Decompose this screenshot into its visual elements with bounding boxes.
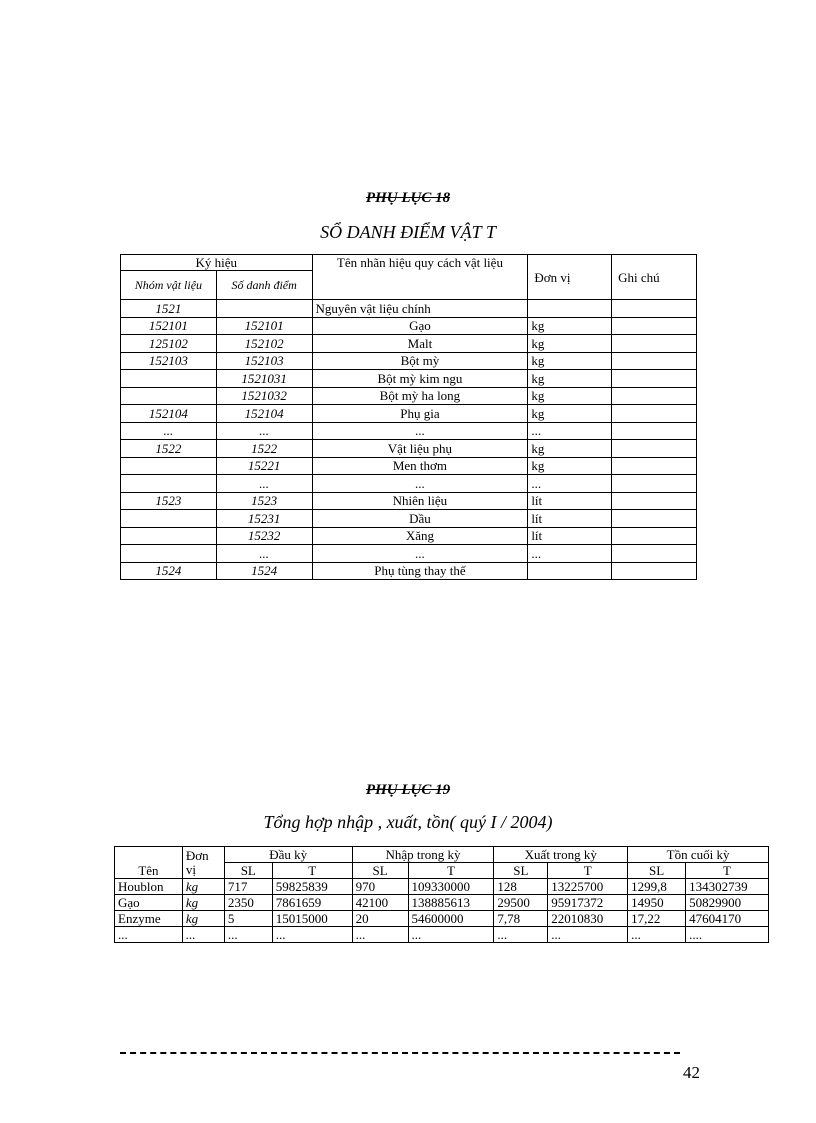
value-cell: ... [408, 927, 494, 943]
table-row [121, 352, 697, 370]
unit-cell: lít [528, 492, 612, 510]
name-cell: Gạo [312, 317, 528, 335]
name-cell: Phụ gia [312, 405, 528, 423]
note-cell [612, 370, 697, 388]
note-cell [612, 527, 697, 545]
code-cell: 15232 [216, 527, 312, 545]
value-cell: .... [686, 927, 769, 943]
unit-cell: ... [528, 545, 612, 563]
name-cell: ... [312, 422, 528, 440]
value-cell: ... [628, 927, 686, 943]
unit-cell: kg [528, 317, 612, 335]
header-closing-value: T [686, 863, 769, 879]
note-cell [612, 335, 697, 353]
value-cell: 7,78 [494, 911, 548, 927]
table-row [121, 317, 697, 335]
value-cell: ... [272, 927, 352, 943]
value-cell: 13225700 [548, 879, 628, 895]
unit-cell: kg [528, 440, 612, 458]
name-cell: Xăng [312, 527, 528, 545]
header-exports-qty: SL [494, 863, 548, 879]
group-cell: ... [121, 422, 217, 440]
value-cell: 128 [494, 879, 548, 895]
unit-cell: kg [528, 405, 612, 423]
group-cell: 152103 [121, 352, 217, 370]
group-cell: 152104 [121, 405, 217, 423]
value-cell: 109330000 [408, 879, 494, 895]
appendix-19-title: Tổng hợp nhập , xuất, tồn( quý I / 2004) [263, 812, 553, 832]
table-row [121, 527, 697, 545]
group-cell: 125102 [121, 335, 217, 353]
name-cell: Dầu [312, 510, 528, 528]
note-cell [612, 387, 697, 405]
value-cell: 95917372 [548, 895, 628, 911]
item-unit-cell: ... [182, 927, 224, 943]
unit-cell: kg [528, 352, 612, 370]
note-cell [612, 492, 697, 510]
note-cell [612, 317, 697, 335]
value-cell: 15015000 [272, 911, 352, 927]
value-cell: ... [224, 927, 272, 943]
note-cell [612, 457, 697, 475]
table-row [115, 911, 769, 927]
unit-cell: kg [528, 387, 612, 405]
value-cell: 54600000 [408, 911, 494, 927]
item-name-cell: Houblon [115, 879, 183, 895]
item-unit-cell: kg [182, 911, 224, 927]
value-cell: 22010830 [548, 911, 628, 927]
note-cell [612, 475, 697, 493]
table-row [121, 562, 697, 580]
name-cell: ... [312, 545, 528, 563]
value-cell: 50829900 [686, 895, 769, 911]
code-cell: 15221 [216, 457, 312, 475]
appendix-18-label: PHỤ LỤC 18 [365, 190, 451, 206]
material-code-rows [121, 300, 697, 580]
value-cell: 134302739 [686, 879, 769, 895]
value-cell: 14950 [628, 895, 686, 911]
group-cell: 1523 [121, 492, 217, 510]
note-cell [612, 562, 697, 580]
unit-cell: ... [528, 475, 612, 493]
name-cell: Phụ tùng thay thế [312, 562, 528, 580]
header-opening-qty: SL [224, 863, 272, 879]
header-group: Nhóm vật liệu [121, 271, 217, 300]
inventory-summary-table [114, 846, 769, 943]
value-cell: 717 [224, 879, 272, 895]
item-unit-cell: kg [182, 879, 224, 895]
value-cell: ... [548, 927, 628, 943]
header-imports: Nhập trong kỳ [352, 847, 494, 863]
group-cell [121, 387, 217, 405]
value-cell: ... [352, 927, 408, 943]
value-cell: 970 [352, 879, 408, 895]
note-cell [612, 405, 697, 423]
header-symbol: Ký hiệu [121, 255, 313, 271]
code-cell: 152102 [216, 335, 312, 353]
unit-cell: kg [528, 335, 612, 353]
item-name-cell: ... [115, 927, 183, 943]
unit-cell [528, 300, 612, 318]
code-cell: 152101 [216, 317, 312, 335]
table-row [121, 475, 697, 493]
note-cell [612, 300, 697, 318]
unit-cell: kg [528, 370, 612, 388]
table-row [121, 457, 697, 475]
name-cell: Bột mỳ ha long [312, 387, 528, 405]
header-name: Tên [115, 847, 183, 879]
appendix-18-title: SỔ DANH ĐIỂM VẬT T [320, 222, 496, 242]
table-row [121, 405, 697, 423]
value-cell: 5 [224, 911, 272, 927]
value-cell: 59825839 [272, 879, 352, 895]
unit-cell: kg [528, 457, 612, 475]
code-cell: 1524 [216, 562, 312, 580]
item-unit-cell: kg [182, 895, 224, 911]
note-cell [612, 545, 697, 563]
header-opening-value: T [272, 863, 352, 879]
group-cell: 1522 [121, 440, 217, 458]
code-cell: ... [216, 545, 312, 563]
page-number: 42 [683, 1063, 700, 1082]
table-row [121, 440, 697, 458]
item-name-cell: Gạo [115, 895, 183, 911]
code-cell: 1521031 [216, 370, 312, 388]
footer-divider [120, 1052, 680, 1054]
group-cell [121, 370, 217, 388]
note-cell [612, 510, 697, 528]
table-row [121, 492, 697, 510]
header-code: Số danh điểm [216, 271, 312, 300]
group-cell [121, 475, 217, 493]
value-cell: 7861659 [272, 895, 352, 911]
value-cell: 1299,8 [628, 879, 686, 895]
header-opening: Đầu kỳ [224, 847, 352, 863]
code-cell: 152104 [216, 405, 312, 423]
item-name-cell: Enzyme [115, 911, 183, 927]
header-imports-qty: SL [352, 863, 408, 879]
code-cell: ... [216, 475, 312, 493]
table-row [121, 335, 697, 353]
table-row [115, 879, 769, 895]
value-cell: 47604170 [686, 911, 769, 927]
value-cell: 29500 [494, 895, 548, 911]
table-row [121, 545, 697, 563]
header-exports: Xuất trong kỳ [494, 847, 628, 863]
table-row [121, 510, 697, 528]
header-material-name: Tên nhãn hiệu quy cách vật liệu [312, 255, 528, 300]
group-cell: 1521 [121, 300, 217, 318]
name-cell: Vật liệu phụ [312, 440, 528, 458]
name-cell: Bột mỳ [312, 352, 528, 370]
group-cell [121, 457, 217, 475]
note-cell [612, 352, 697, 370]
value-cell: ... [494, 927, 548, 943]
group-cell [121, 527, 217, 545]
code-cell [216, 300, 312, 318]
unit-cell: ... [528, 422, 612, 440]
header-unit: Đơn vị [528, 255, 612, 300]
unit-cell: lít [528, 510, 612, 528]
header-imports-value: T [408, 863, 494, 879]
code-cell: 1521032 [216, 387, 312, 405]
material-code-table [120, 254, 697, 580]
name-cell: ... [312, 475, 528, 493]
value-cell: 17,22 [628, 911, 686, 927]
header-unit: Đơn vị [182, 847, 224, 879]
header-closing-qty: SL [628, 863, 686, 879]
group-cell [121, 510, 217, 528]
group-cell: 1524 [121, 562, 217, 580]
appendix-19-label: PHỤ LỤC 19 [365, 782, 451, 798]
value-cell: 42100 [352, 895, 408, 911]
name-cell: Nhiên liệu [312, 492, 528, 510]
group-cell: 152101 [121, 317, 217, 335]
table-row [121, 370, 697, 388]
table-row [115, 895, 769, 911]
table-row [121, 387, 697, 405]
code-cell: ... [216, 422, 312, 440]
name-cell: Nguyên vật liệu chính [312, 300, 528, 318]
name-cell: Bột mỳ kim ngu [312, 370, 528, 388]
code-cell: 15231 [216, 510, 312, 528]
code-cell: 1522 [216, 440, 312, 458]
header-closing: Tồn cuối kỳ [628, 847, 769, 863]
header-note: Ghi chú [612, 255, 697, 300]
code-cell: 152103 [216, 352, 312, 370]
table-row [115, 927, 769, 943]
note-cell [612, 440, 697, 458]
code-cell: 1523 [216, 492, 312, 510]
unit-cell [528, 562, 612, 580]
value-cell: 20 [352, 911, 408, 927]
table-row [121, 300, 697, 318]
inventory-rows [115, 879, 769, 943]
note-cell [612, 422, 697, 440]
value-cell: 138885613 [408, 895, 494, 911]
group-cell [121, 545, 217, 563]
name-cell: Men thơm [312, 457, 528, 475]
header-exports-value: T [548, 863, 628, 879]
table-row [121, 422, 697, 440]
value-cell: 2350 [224, 895, 272, 911]
unit-cell: lít [528, 527, 612, 545]
name-cell: Malt [312, 335, 528, 353]
